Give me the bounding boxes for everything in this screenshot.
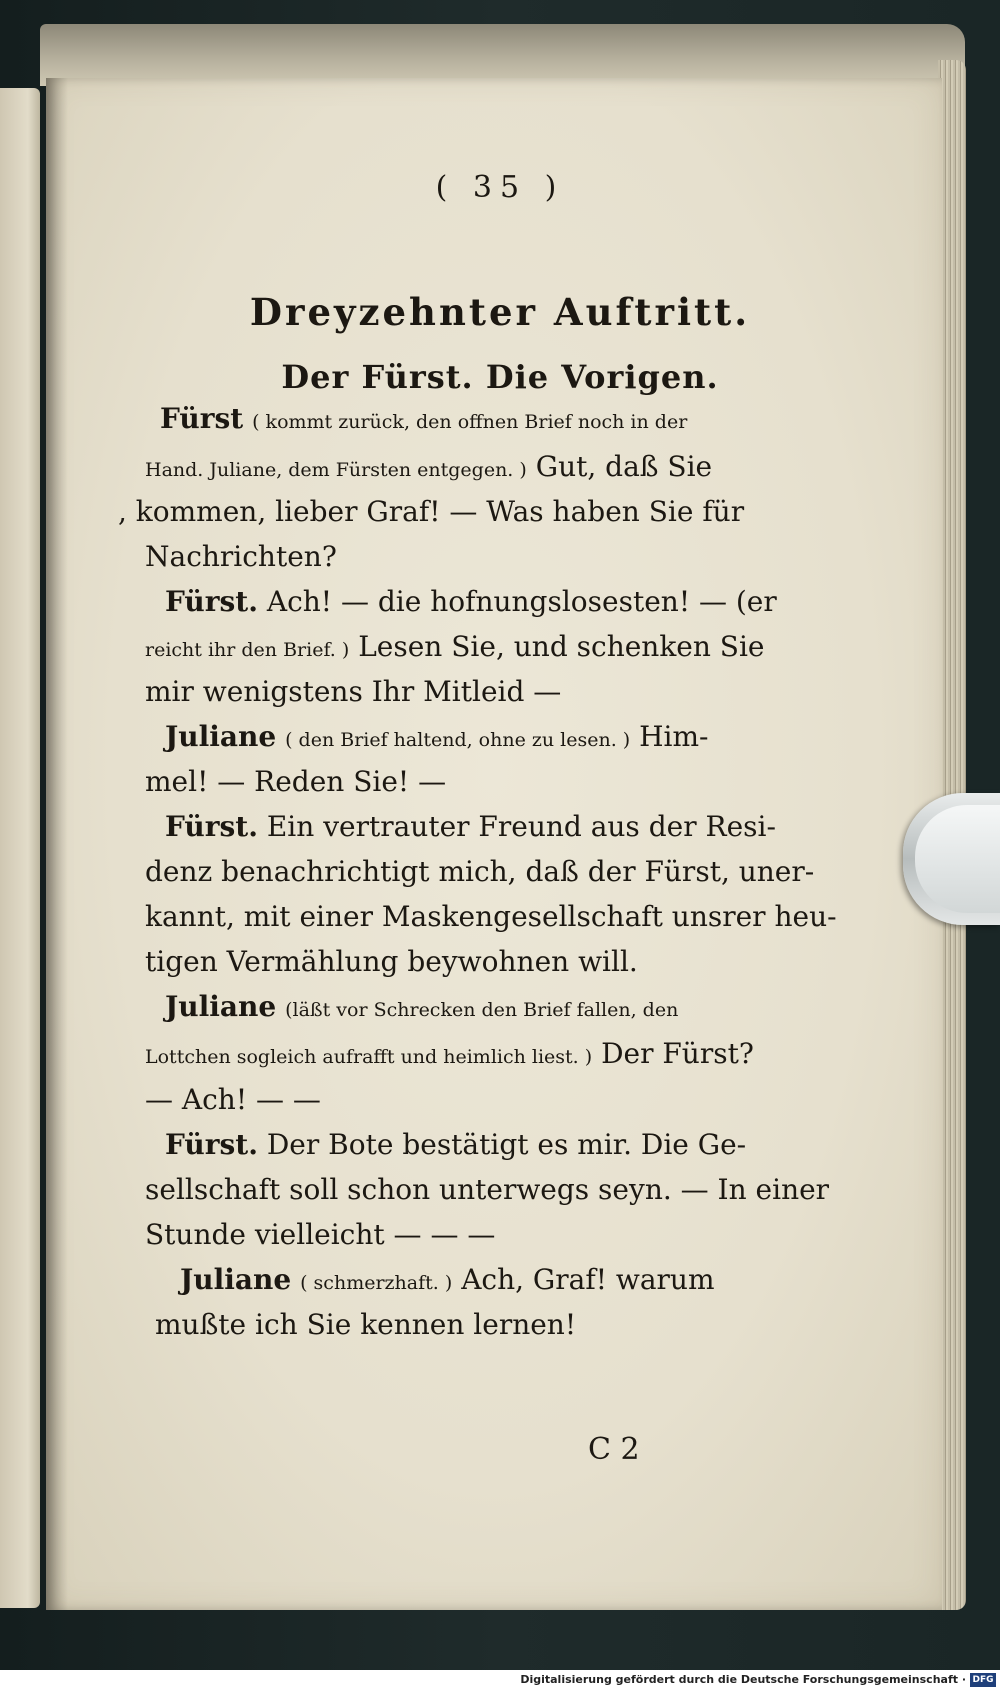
text-line <box>165 1128 746 1161</box>
dialogue-text: Lesen Sie, und schenken Sie <box>358 630 765 663</box>
text-line <box>165 585 777 618</box>
signature-mark: C 2 <box>588 1432 640 1467</box>
dialogue-text: Der Bote bestätigt es mir. Die Ge- <box>266 1128 747 1161</box>
stage-direction: ( schmerzhaft. ) <box>300 1272 453 1294</box>
speaker-name: Fürst. <box>165 1128 258 1161</box>
dialogue-text: denz benachrichtigt mich, daß der Fürst, uner- <box>145 855 815 888</box>
text-line <box>145 630 765 663</box>
dialogue-text: Gut, daß Sie <box>535 450 713 483</box>
speaker-name: Juliane <box>180 1263 292 1296</box>
text-line <box>145 1218 495 1251</box>
dialogue-text: tigen Vermählung beywohnen will. <box>145 945 638 978</box>
stage-direction: Hand. Juliane, dem Fürsten entgegen. ) <box>145 459 527 481</box>
speaker-name: Fürst. <box>165 585 258 618</box>
page-number: ( 35 ) <box>435 170 565 205</box>
text-line <box>155 1308 576 1341</box>
dialogue-text: Ach! — die hofnungslosesten! — (er <box>266 585 777 618</box>
text-line <box>118 495 744 528</box>
dialogue-text: Nachrichten? <box>145 540 337 573</box>
text-line <box>145 900 837 933</box>
speaker-name: Fürst <box>160 402 244 435</box>
dialogue-text: mußte ich Sie kennen lernen! <box>155 1308 577 1341</box>
speaker-name: Juliane <box>165 990 277 1023</box>
stage-direction: ( den Brief haltend, ohne zu lesen. ) <box>285 729 631 751</box>
dialogue-text: Him- <box>639 720 709 753</box>
text-line <box>145 450 712 483</box>
dialogue-text: Ein vertrauter Freund aus der Resi- <box>266 810 776 843</box>
text-line <box>165 810 776 843</box>
stage-direction: ( kommt zurück, den offnen Brief noch in der <box>252 411 688 433</box>
dfg-logo: DFG <box>970 1673 996 1687</box>
dialogue-text: , kommen, lieber Graf! — Was haben Sie für <box>118 495 745 528</box>
stage-direction: Lottchen sogleich aufrafft und heimlich liest. ) <box>145 1046 593 1068</box>
dialogue-text: kannt, mit einer Maskengesellschaft unsrer heu- <box>145 900 837 933</box>
dialogue-text: Der Fürst? <box>601 1037 754 1070</box>
text-line <box>145 765 446 798</box>
scene-characters: Der Fürst. Die Vorigen. <box>281 358 719 396</box>
dialogue-text: sellschaft soll schon unterwegs seyn. — In einer <box>145 1173 830 1206</box>
text-line <box>180 1263 715 1296</box>
speaker-name: Fürst. <box>165 810 258 843</box>
stage-direction: reicht ihr den Brief. ) <box>145 639 350 661</box>
text-line <box>145 1083 321 1116</box>
scene-heading: Dreyzehnter Auftritt. <box>249 290 751 334</box>
footer-credit: Digitalisierung gefördert durch die Deutsche Forschungsgemeinschaft · <box>520 1673 966 1686</box>
dialogue-text: mel! — Reden Sie! — <box>145 765 447 798</box>
dialogue-text: Stunde vielleicht — — — <box>145 1218 496 1251</box>
text-line <box>145 855 814 888</box>
text-line <box>145 540 337 573</box>
text-line <box>165 720 709 753</box>
page-top-edge <box>40 24 965 86</box>
stage-direction: (läßt vor Schrecken den Brief fallen, den <box>285 999 679 1021</box>
dialogue-text: — Ach! — — <box>145 1083 321 1116</box>
text-line <box>145 945 638 978</box>
speaker-name: Juliane <box>165 720 277 753</box>
text-line <box>145 675 561 708</box>
dialogue-text: Ach, Graf! warum <box>461 1263 715 1296</box>
dialogue-text: mir wenigstens Ihr Mitleid — <box>145 675 562 708</box>
text-line <box>160 402 687 435</box>
text-line <box>165 990 678 1023</box>
text-line <box>145 1173 829 1206</box>
text-line <box>145 1037 754 1070</box>
